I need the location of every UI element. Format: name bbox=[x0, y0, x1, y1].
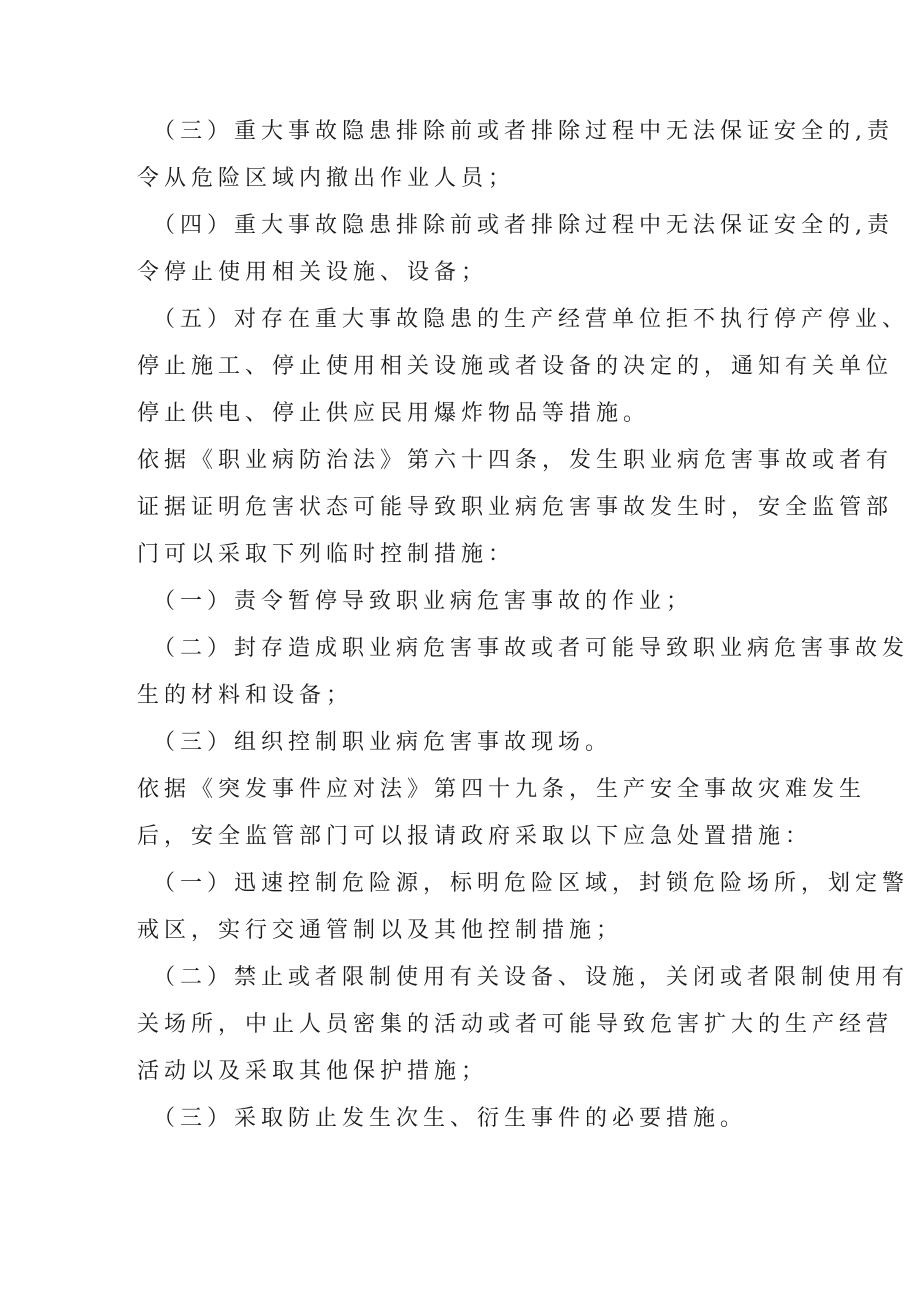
text-line: （一）迅速控制危险源，标明危险区域，封锁危险场所，划定警 bbox=[153, 871, 910, 896]
text-line: （四）重大事故隐患排除前或者排除过程中无法保证安全的,责 bbox=[153, 213, 894, 238]
text-line: 关场所，中止人员密集的活动或者可能导致危害扩大的生产经营 bbox=[137, 1012, 894, 1037]
text-line: （三）组织控制职业病危害事故现场。 bbox=[153, 730, 613, 755]
text-line: （五）对存在重大事故隐患的生产经营单位拒不执行停产停业、 bbox=[153, 307, 910, 332]
text-line: 生的材料和设备； bbox=[137, 683, 354, 708]
text-line: （三）重大事故隐患排除前或者排除过程中无法保证安全的,责 bbox=[153, 119, 894, 144]
text-line: 依据《职业病防治法》第六十四条，发生职业病危害事故或者有 bbox=[137, 448, 894, 473]
text-line: 证据证明危害状态可能导致职业病危害事故发生时，安全监管部 bbox=[137, 495, 894, 520]
text-line: 令从危险区域内撤出作业人员； bbox=[137, 166, 516, 191]
text-line: （二）封存造成职业病危害事故或者可能导致职业病危害事故发 bbox=[153, 636, 910, 661]
text-line: （二）禁止或者限制使用有关设备、设施，关闭或者限制使用有 bbox=[153, 965, 910, 990]
text-line: 门可以采取下列临时控制措施： bbox=[137, 542, 516, 567]
text-line: （一）责令暂停导致职业病危害事故的作业； bbox=[153, 589, 694, 614]
text-line: 戒区，实行交通管制以及其他控制措施； bbox=[137, 918, 624, 943]
text-line: （三）采取防止发生次生、衍生事件的必要措施。 bbox=[153, 1106, 748, 1131]
text-line: 活动以及采取其他保护措施； bbox=[137, 1059, 489, 1084]
text-line: 后，安全监管部门可以报请政府采取以下应急处置措施： bbox=[137, 824, 813, 849]
text-line: 依据《突发事件应对法》第四十九条，生产安全事故灾难发生 bbox=[137, 777, 867, 802]
document-body bbox=[137, 112, 910, 1146]
text-line: 停止施工、停止使用相关设施或者设备的决定的，通知有关单位 bbox=[137, 354, 894, 379]
text-line: 令停止使用相关设施、设备； bbox=[137, 260, 489, 285]
text-line: 停止供电、停止供应民用爆炸物品等措施。 bbox=[137, 401, 651, 426]
